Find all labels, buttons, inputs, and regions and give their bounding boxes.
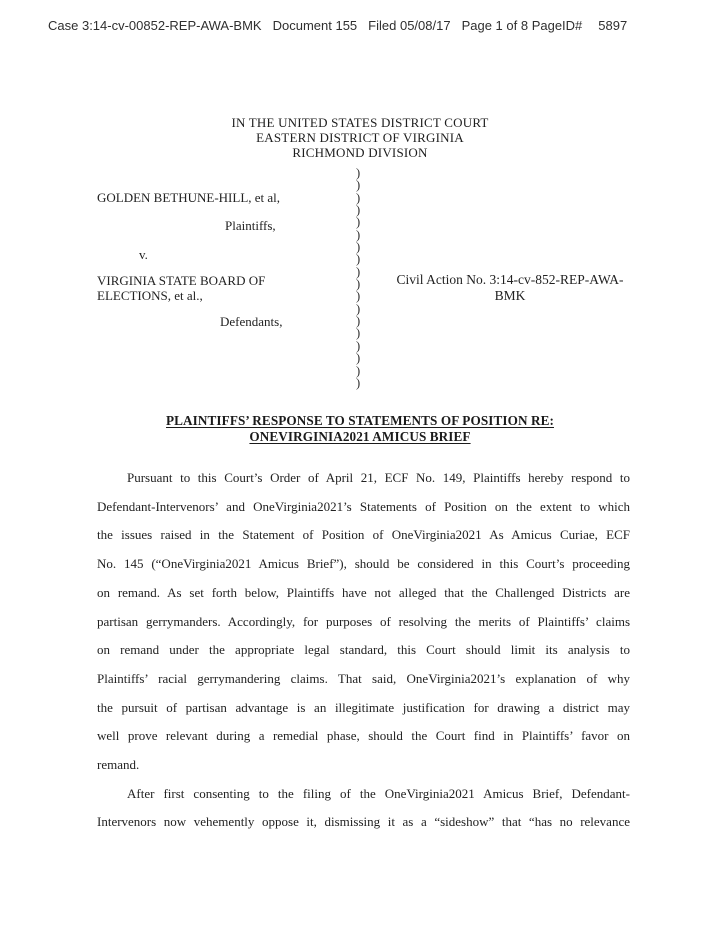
stamp-filed-date: Filed 05/08/17 <box>368 18 451 33</box>
body-line: Intervenors now vehemently oppose it, dismissing it as a “sideshow” that “has no relevance <box>97 814 630 830</box>
caption-bracket: ) <box>356 252 361 267</box>
stamp-document-number: Document 155 <box>272 18 358 33</box>
body-line: Defendant-Intervenors’ and OneVirginia2021’s Statements of Position on the extent to which <box>97 498 630 514</box>
document-title-line: ONEVIRGINIA2021 AMICUS BRIEF <box>249 428 471 444</box>
caption-bracket: ) <box>356 277 361 292</box>
civil-action-number-line: BMK <box>494 287 526 303</box>
body-line: partisan gerrymanders. Accordingly, for purposes of resolving the merits of Plaintiffs’ claims <box>97 613 630 629</box>
body-line: No. 145 (“OneVirginia2021 Amicus Brief”), should be considered in this Court’s proceeding <box>97 556 630 572</box>
caption-bracket-column <box>356 167 360 389</box>
caption-bracket: ) <box>356 190 361 205</box>
court-heading <box>0 116 720 160</box>
body-line: Plaintiffs’ racial gerrymandering claims. That said, OneVirginia2021’s explanation of why <box>97 670 630 686</box>
caption-bracket: ) <box>356 289 361 304</box>
court-heading-line: EASTERN DISTRICT OF VIRGINIA <box>256 129 464 145</box>
caption-defendant-name-line: ELECTIONS, et al., <box>97 288 203 303</box>
civil-action-number <box>374 272 646 303</box>
caption-bracket: ) <box>356 178 361 193</box>
caption-plaintiff-role: Plaintiffs, <box>225 218 276 233</box>
caption-bracket: ) <box>356 227 361 242</box>
caption-bracket: ) <box>356 215 361 230</box>
document-title <box>0 413 720 445</box>
caption-bracket: ) <box>356 240 361 255</box>
stamp-case-number: Case 3:14-cv-00852-REP-AWA-BMK <box>48 18 262 33</box>
court-heading-line: RICHMOND DIVISION <box>292 144 428 160</box>
ecf-stamp-header <box>48 18 627 33</box>
caption-bracket: ) <box>356 326 361 341</box>
body-line: on remand. As set forth below, Plaintiffs have not alleged that the Challenged Districts are <box>97 584 630 600</box>
body-line: the issues raised in the Statement of Position of OneVirginia2021 As Amicus Curiae, ECF <box>97 527 630 543</box>
civil-action-number-line: Civil Action No. 3:14-cv-852-REP-AWA- <box>396 272 624 287</box>
caption-bracket: ) <box>356 351 361 366</box>
body-line: on remand under the appropriate legal standard, this Court should limit its analysis to <box>97 642 630 658</box>
caption-bracket: ) <box>356 375 361 390</box>
caption-bracket: ) <box>356 363 361 378</box>
body-line: well prove relevant during a remedial phase, should the Court find in Plaintiffs’ favor on <box>97 728 630 744</box>
caption-versus: v. <box>139 247 148 262</box>
caption-plaintiff-name: GOLDEN BETHUNE-HILL, et al, <box>97 190 281 205</box>
caption-bracket: ) <box>356 203 361 218</box>
body-line: Pursuant to this Court’s Order of April 21, ECF No. 149, Plaintiffs hereby respond to <box>127 470 630 485</box>
caption-defendant-role: Defendants, <box>220 314 283 329</box>
body-line: After first consenting to the filing of the OneVirginia2021 Amicus Brief, Defendant- <box>127 785 630 801</box>
caption-bracket: ) <box>356 301 361 316</box>
caption-bracket: ) <box>356 264 361 279</box>
stamp-page-id: 5897 <box>598 18 628 33</box>
caption-bracket: ) <box>356 338 361 353</box>
document-title-line: PLAINTIFFS’ RESPONSE TO STATEMENTS OF POSITION RE: <box>166 413 554 428</box>
stamp-page-info: Page 1 of 8 PageID# <box>461 18 583 33</box>
body-line: remand. <box>97 757 140 773</box>
caption-bracket: ) <box>356 314 361 329</box>
caption-bracket: ) <box>356 166 361 180</box>
body-line: the pursuit of partisan advantage is an illegitimate justification for drawing a district may <box>97 699 630 715</box>
body-text <box>97 464 630 837</box>
caption-defendant-name <box>97 273 265 303</box>
court-heading-line: IN THE UNITED STATES DISTRICT COURT <box>231 115 489 130</box>
caption-defendant-name-line: VIRGINIA STATE BOARD OF <box>97 273 266 288</box>
